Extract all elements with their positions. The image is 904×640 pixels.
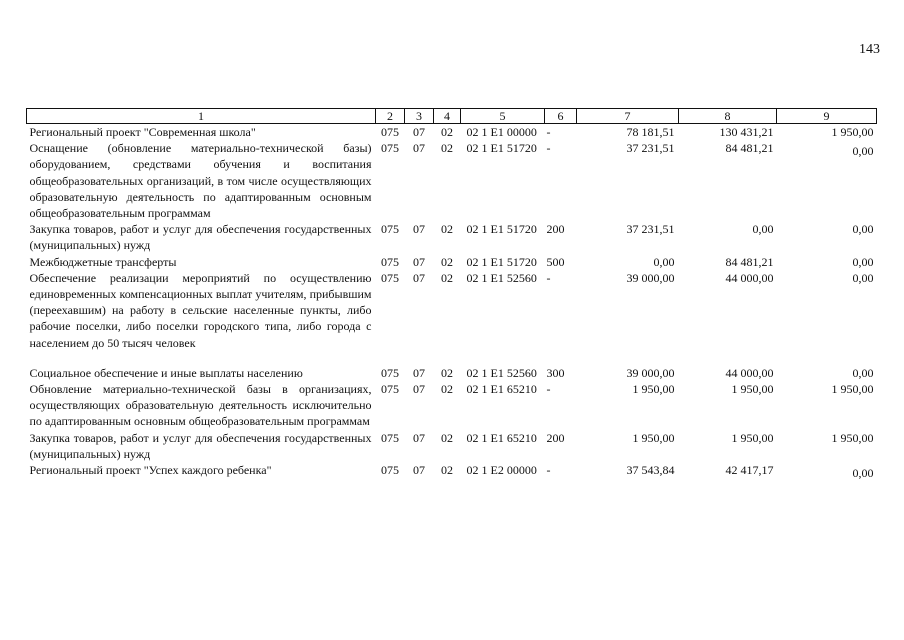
row-sum-col7: 78 181,51 <box>626 125 675 139</box>
row-name: Социальное обеспечение и иные выплаты населению <box>29 365 303 380</box>
row-vr: - <box>546 463 551 478</box>
row-grbs: 075 <box>381 254 399 269</box>
row-vr: - <box>546 125 551 139</box>
row-sum-col7: 37 231,51 <box>626 222 675 237</box>
row-rz: 07 <box>413 222 425 237</box>
row-vr: - <box>546 270 551 285</box>
row-sum-col7: 37 231,51 <box>626 141 675 156</box>
row-sum-col8: 1 950,00 <box>731 430 774 445</box>
row-grbs: 075 <box>381 125 399 139</box>
row-sum-col9: 0,00 <box>852 365 874 380</box>
row-sum-col7: 39 000,00 <box>626 365 675 380</box>
row-kcsr: 02 1 E1 65210 <box>466 430 537 445</box>
row-grbs: 075 <box>381 222 399 237</box>
row-kcsr: 02 1 E1 51720 <box>466 222 537 237</box>
row-grbs: 075 <box>381 382 399 397</box>
row-sum-col7: 39 000,00 <box>626 270 675 285</box>
row-pr: 02 <box>441 254 453 269</box>
row-sum-col7: 1 950,00 <box>632 382 675 397</box>
table-row <box>27 140 877 221</box>
header-col-3: 3 <box>405 109 434 124</box>
table-row <box>27 221 877 253</box>
row-rz: 07 <box>413 270 425 285</box>
row-kcsr: 02 1 E1 52560 <box>466 270 537 285</box>
row-sum-col7: 1 950,00 <box>632 430 675 445</box>
row-sum-col9: 0,00 <box>852 466 874 481</box>
row-sum-col8: 130 431,21 <box>719 125 774 139</box>
row-sum-col8: 42 417,17 <box>725 463 774 478</box>
table-row <box>27 254 877 270</box>
row-sum-col8: 0,00 <box>752 222 774 237</box>
table-row <box>27 270 877 351</box>
table-row <box>27 365 877 381</box>
header-col-4: 4 <box>434 109 461 124</box>
row-sum-col8: 44 000,00 <box>725 270 774 285</box>
row-sum-col9: 0,00 <box>852 254 874 269</box>
row-name: Закупка товаров, работ и услуг для обеспечения государственных (муниципальных) нужд <box>29 222 372 253</box>
row-pr: 02 <box>441 430 453 445</box>
row-name: Межбюджетные трансферты <box>29 254 177 269</box>
row-sum-col9: 1 950,00 <box>831 382 874 397</box>
row-kcsr: 02 1 E2 00000 <box>466 463 537 478</box>
row-vr: - <box>546 382 551 397</box>
row-pr: 02 <box>441 141 453 156</box>
row-vr: 200 <box>546 222 565 237</box>
row-sum-col9: 1 950,00 <box>831 125 874 139</box>
row-name: Обеспечение реализации мероприятий по осуществлению единовременных компенсационных выплат учителям, прибывшим (переехавшим) на работу в сельские населенные пункты, либо рабочие поселки, либо поселки городского типа, либо города с населением до 50 тысяч человек <box>29 270 372 350</box>
table-row <box>27 462 877 481</box>
row-sum-col7: 37 543,84 <box>626 463 675 478</box>
row-sum-col9: 0,00 <box>852 222 874 237</box>
row-kcsr: 02 1 E1 52560 <box>466 365 537 380</box>
row-sum-col8: 84 481,21 <box>725 254 774 269</box>
row-grbs: 075 <box>381 430 399 445</box>
table-body <box>27 124 877 482</box>
page-number: 143 <box>859 42 880 57</box>
row-grbs: 075 <box>381 270 399 285</box>
row-sum-col8: 84 481,21 <box>725 141 774 156</box>
table-header <box>27 109 877 124</box>
spacer-cell <box>27 351 877 365</box>
row-vr: - <box>546 141 551 156</box>
row-vr: 500 <box>546 254 565 269</box>
row-rz: 07 <box>413 141 425 156</box>
row-name: Региональный проект "Успех каждого ребенка" <box>29 463 272 478</box>
row-grbs: 075 <box>381 365 399 380</box>
row-grbs: 075 <box>381 463 399 478</box>
row-rz: 07 <box>413 382 425 397</box>
table-row <box>27 430 877 462</box>
row-sum-col9: 0,00 <box>852 144 874 159</box>
row-rz: 07 <box>413 430 425 445</box>
row-vr: 200 <box>546 430 565 445</box>
row-pr: 02 <box>441 365 453 380</box>
row-rz: 07 <box>413 125 425 139</box>
header-col-7: 7 <box>577 109 679 124</box>
row-pr: 02 <box>441 222 453 237</box>
row-grbs: 075 <box>381 141 399 156</box>
row-name: Закупка товаров, работ и услуг для обеспечения государственных (муниципальных) нужд <box>29 430 372 461</box>
row-kcsr: 02 1 E1 00000 <box>466 125 537 139</box>
header-col-6: 6 <box>545 109 577 124</box>
row-pr: 02 <box>441 463 453 478</box>
row-sum-col8: 1 950,00 <box>731 382 774 397</box>
row-rz: 07 <box>413 365 425 380</box>
row-sum-col9: 0,00 <box>852 270 874 285</box>
row-name: Региональный проект "Современная школа" <box>29 125 256 139</box>
header-col-8: 8 <box>679 109 777 124</box>
row-pr: 02 <box>441 125 453 139</box>
row-vr: 300 <box>546 365 565 380</box>
row-kcsr: 02 1 E1 51720 <box>466 254 537 269</box>
table-row <box>27 124 877 141</box>
row-name: Оснащение (обновление материально-технической базы) оборудованием, средствами обучения и воспитания общеобразовательных организаций, в том числе осуществляющих образовательную деятельность по адаптированным основным общеобразовательным программам <box>29 141 372 221</box>
row-rz: 07 <box>413 254 425 269</box>
row-spacer <box>27 351 877 365</box>
row-sum-col8: 44 000,00 <box>725 365 774 380</box>
header-col-2: 2 <box>376 109 405 124</box>
row-sum-col7: 0,00 <box>653 254 675 269</box>
row-kcsr: 02 1 E1 51720 <box>466 141 537 156</box>
header-col-5: 5 <box>461 109 545 124</box>
row-kcsr: 02 1 E1 65210 <box>466 382 537 397</box>
header-col-1: 1 <box>27 109 376 124</box>
header-col-9: 9 <box>777 109 877 124</box>
row-name: Обновление материально-технической базы в организациях, осуществляющих образовательную деятельность исключительно по адаптированным основным общеобразовательным программам <box>29 382 372 429</box>
row-sum-col9: 1 950,00 <box>831 430 874 445</box>
row-pr: 02 <box>441 270 453 285</box>
row-rz: 07 <box>413 463 425 478</box>
budget-table <box>26 108 877 481</box>
row-pr: 02 <box>441 382 453 397</box>
table-row <box>27 381 877 430</box>
